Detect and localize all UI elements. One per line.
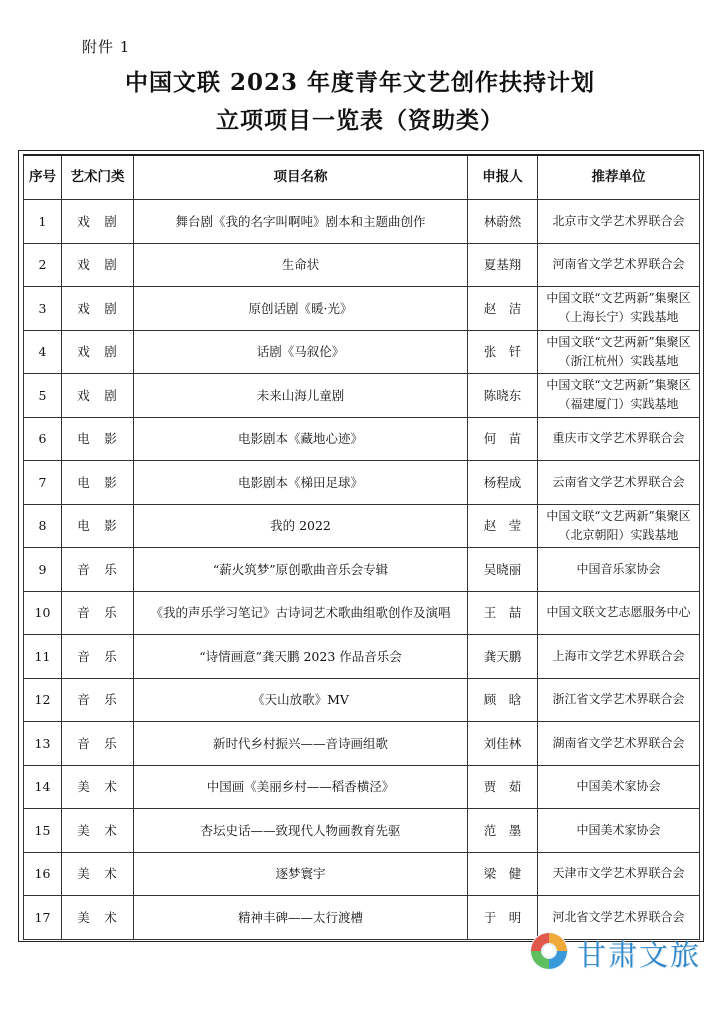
cell-unit: 中国文联“文艺两新”集聚区（福建厦门）实践基地 — [538, 374, 700, 418]
cell-project: 原创话剧《暖·光》 — [134, 287, 468, 331]
cell-applicant: 顾 晗 — [468, 678, 538, 722]
column-header-project: 项目名称 — [134, 155, 468, 200]
cell-unit: 中国文联“文艺两新”集聚区（上海长宁）实践基地 — [538, 287, 700, 331]
table-row — [24, 722, 700, 766]
table-row — [24, 287, 700, 331]
table-row — [24, 852, 700, 896]
cell-applicant: 陈晓东 — [468, 374, 538, 418]
cell-no: 6 — [24, 417, 62, 461]
cell-project: 未来山海儿童剧 — [134, 374, 468, 418]
cell-unit: 中国美术家协会 — [538, 765, 700, 809]
cell-project: 电影剧本《梯田足球》 — [134, 461, 468, 505]
table-row — [24, 243, 700, 287]
cell-applicant: 贾 茹 — [468, 765, 538, 809]
cell-project: 生命状 — [134, 243, 468, 287]
cell-applicant: 杨程成 — [468, 461, 538, 505]
watermark-text: 甘肃文旅 — [577, 938, 702, 972]
cell-category: 美 术 — [62, 896, 134, 940]
cell-category: 戏 剧 — [62, 243, 134, 287]
cell-project: 电影剧本《藏地心迹》 — [134, 417, 468, 461]
cell-project: 新时代乡村振兴——音诗画组歌 — [134, 722, 468, 766]
cell-unit: 中国音乐家协会 — [538, 548, 700, 592]
cell-applicant: 张 钎 — [468, 330, 538, 374]
cell-category: 美 术 — [62, 765, 134, 809]
table-row — [24, 330, 700, 374]
cell-applicant: 吴晓丽 — [468, 548, 538, 592]
column-header-category: 艺术门类 — [62, 155, 134, 200]
cell-no: 7 — [24, 461, 62, 505]
cell-project: “诗情画意”龚天鹏 2023 作品音乐会 — [134, 635, 468, 679]
table-row — [24, 591, 700, 635]
table-row — [24, 635, 700, 679]
cell-no: 16 — [24, 852, 62, 896]
table-row — [24, 504, 700, 548]
cell-no: 12 — [24, 678, 62, 722]
swirl-logo-icon — [527, 929, 571, 973]
table-row — [24, 548, 700, 592]
cell-category: 美 术 — [62, 809, 134, 853]
column-header-applicant: 申报人 — [468, 155, 538, 200]
cell-category: 电 影 — [62, 417, 134, 461]
cell-applicant: 范 墨 — [468, 809, 538, 853]
cell-no: 2 — [24, 243, 62, 287]
cell-category: 戏 剧 — [62, 374, 134, 418]
cell-unit: 云南省文学艺术界联合会 — [538, 461, 700, 505]
cell-project: 精神丰碑——太行渡槽 — [134, 896, 468, 940]
cell-category: 美 术 — [62, 852, 134, 896]
cell-applicant: 夏基翔 — [468, 243, 538, 287]
table-row — [24, 417, 700, 461]
cell-project: 中国画《美丽乡村——稻香横泾》 — [134, 765, 468, 809]
cell-category: 音 乐 — [62, 591, 134, 635]
cell-no: 17 — [24, 896, 62, 940]
cell-unit: 中国文联“文艺两新”集聚区（浙江杭州）实践基地 — [538, 330, 700, 374]
cell-unit: 中国文联文艺志愿服务中心 — [538, 591, 700, 635]
table-row — [24, 678, 700, 722]
table-row — [24, 461, 700, 505]
cell-category: 音 乐 — [62, 678, 134, 722]
document-subtitle: 立项项目一览表（资助类） — [216, 107, 504, 134]
cell-project: 逐梦寰宇 — [134, 852, 468, 896]
annex-label: 附件 1 — [82, 38, 131, 56]
cell-project: 话剧《马叙伦》 — [134, 330, 468, 374]
cell-category: 音 乐 — [62, 722, 134, 766]
cell-unit: 北京市文学艺术界联合会 — [538, 200, 700, 244]
cell-applicant: 何 苗 — [468, 417, 538, 461]
cell-unit: 湖南省文学艺术界联合会 — [538, 722, 700, 766]
cell-no: 3 — [24, 287, 62, 331]
document-title: 中国文联 2023 年度青年文艺创作扶持计划 — [124, 69, 596, 96]
cell-category: 音 乐 — [62, 548, 134, 592]
table-row — [24, 374, 700, 418]
cell-category: 电 影 — [62, 504, 134, 548]
cell-unit: 重庆市文学艺术界联合会 — [538, 417, 700, 461]
cell-unit: 天津市文学艺术界联合会 — [538, 852, 700, 896]
cell-unit: 浙江省文学艺术界联合会 — [538, 678, 700, 722]
cell-no: 13 — [24, 722, 62, 766]
cell-unit: 河北省文学艺术界联合会 — [538, 896, 700, 940]
cell-applicant: 赵 洁 — [468, 287, 538, 331]
cell-project: 我的 2022 — [134, 504, 468, 548]
cell-project: 舞台剧《我的名字叫啊吨》剧本和主题曲创作 — [134, 200, 468, 244]
cell-unit: 上海市文学艺术界联合会 — [538, 635, 700, 679]
cell-project: 《天山放歌》MV — [134, 678, 468, 722]
table-body — [24, 200, 700, 940]
cell-project: 《我的声乐学习笔记》古诗词艺术歌曲组歌创作及演唱 — [134, 591, 468, 635]
column-header-unit: 推荐单位 — [538, 155, 700, 200]
cell-project: 杏坛史话——致现代人物画教育先驱 — [134, 809, 468, 853]
table-row — [24, 200, 700, 244]
cell-category: 电 影 — [62, 461, 134, 505]
cell-no: 5 — [24, 374, 62, 418]
cell-unit: 中国文联“文艺两新”集聚区（北京朝阳）实践基地 — [538, 504, 700, 548]
cell-category: 戏 剧 — [62, 200, 134, 244]
cell-applicant: 于 明 — [468, 896, 538, 940]
cell-no: 9 — [24, 548, 62, 592]
cell-unit: 河南省文学艺术界联合会 — [538, 243, 700, 287]
table-row — [24, 765, 700, 809]
cell-no: 1 — [24, 200, 62, 244]
cell-unit: 中国美术家协会 — [538, 809, 700, 853]
cell-applicant: 龚天鹏 — [468, 635, 538, 679]
cell-no: 10 — [24, 591, 62, 635]
cell-no: 8 — [24, 504, 62, 548]
cell-category: 戏 剧 — [62, 287, 134, 331]
cell-applicant: 梁 健 — [468, 852, 538, 896]
cell-no: 4 — [24, 330, 62, 374]
table-header-row — [24, 155, 700, 200]
cell-applicant: 赵 莹 — [468, 504, 538, 548]
cell-category: 戏 剧 — [62, 330, 134, 374]
cell-category: 音 乐 — [62, 635, 134, 679]
cell-no: 11 — [24, 635, 62, 679]
cell-applicant: 林蔚然 — [468, 200, 538, 244]
table-row — [24, 809, 700, 853]
column-header-no: 序号 — [24, 155, 62, 200]
cell-no: 14 — [24, 765, 62, 809]
project-table — [23, 154, 700, 940]
watermark-logo — [527, 929, 713, 973]
cell-applicant: 王 喆 — [468, 591, 538, 635]
cell-no: 15 — [24, 809, 62, 853]
cell-applicant: 刘佳林 — [468, 722, 538, 766]
cell-project: “薪火筑梦”原创歌曲音乐会专辑 — [134, 548, 468, 592]
